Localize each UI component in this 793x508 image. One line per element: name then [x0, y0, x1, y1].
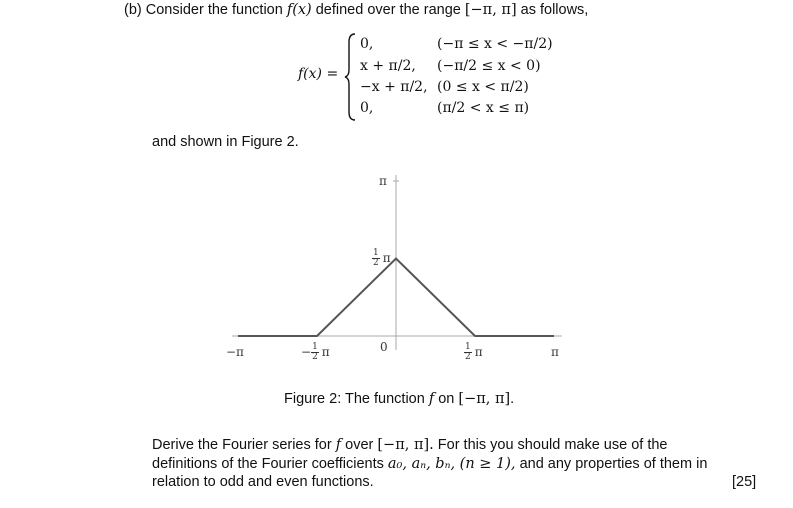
case-1-expr: 0, — [360, 36, 374, 52]
x-tick-half-pi: $\frac{1}{2}$ π — [465, 342, 483, 362]
case-2-expr: x + π/2, — [360, 58, 416, 74]
part-label: (b) — [124, 2, 142, 18]
x-tick-neg-half-pi: − $\frac{1}{2}$ π — [301, 342, 330, 362]
case-3-cond: (0 ≤ x < π/2) — [437, 79, 529, 95]
question-line-1: Derive the Fourier series for f over [−π, π]. For this you should make use of the — [152, 437, 668, 453]
case-2-cond: (−π/2 ≤ x < 0) — [437, 58, 541, 74]
intro-text-mid: defined over the range — [315, 2, 461, 18]
definition-lhs: f(x) = — [298, 66, 339, 82]
y-tick-half-pi: $\frac{1}{2}$ π — [373, 248, 391, 268]
x-tick-neg-pi: −π — [226, 345, 244, 359]
intro-text-after: as follows, — [520, 2, 589, 18]
x-tick-zero: 0 — [380, 340, 388, 354]
intro-text-before: Consider the function — [145, 2, 283, 18]
case-3-expr: −x + π/2, — [360, 79, 428, 95]
figure-caption: Figure 2: The function f on [−π, π]. — [284, 391, 515, 407]
y-tick-pi: π — [379, 174, 387, 188]
case-4-cond: (π/2 < x ≤ π) — [437, 100, 530, 116]
question-line-2: definitions of the Fourier coefficients a₀, aₙ, bₙ, (n ≥ 1), and any properties of them in — [152, 456, 708, 472]
case-4-expr: 0, — [360, 100, 374, 116]
shown-text: and shown in Figure 2. — [152, 134, 299, 150]
x-tick-pi: π — [551, 345, 559, 359]
intro-func: f(x) — [286, 2, 312, 18]
marks: [25] — [732, 474, 757, 490]
intro-range: [−π, π] — [464, 2, 517, 18]
case-1-cond: (−π ≤ x < −π/2) — [437, 36, 553, 52]
question-line-3: relation to odd and even functions. — [152, 474, 374, 490]
